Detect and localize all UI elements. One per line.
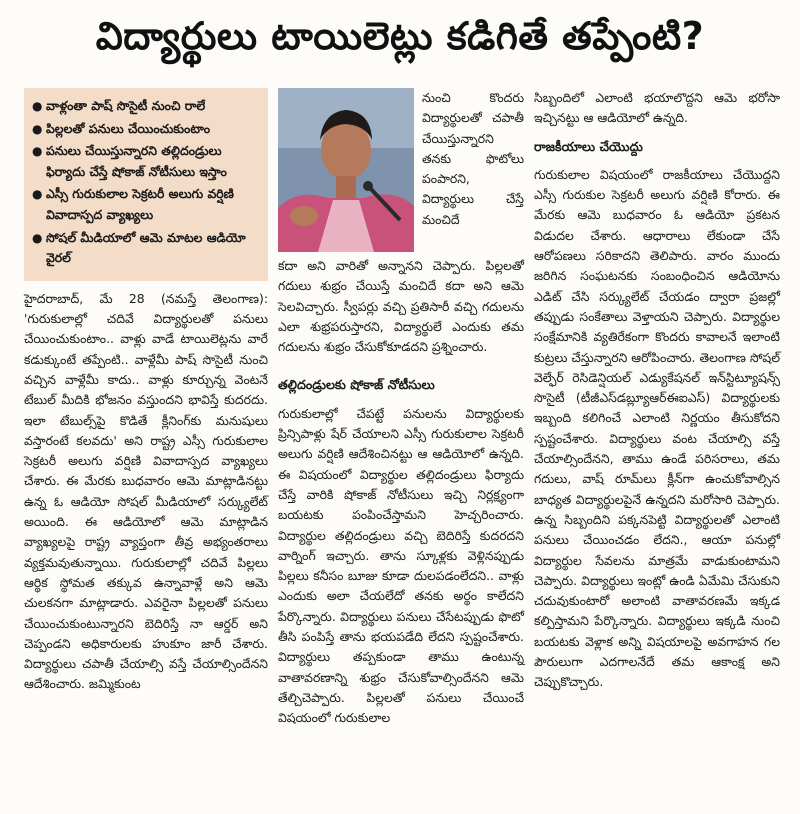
bullet-icon: ● — [32, 121, 43, 136]
photo-block — [278, 88, 524, 252]
column-3 — [534, 88, 780, 693]
article-body-col3-a: సిబ్బందిలో ఎలాంటి భయాలొద్దని ఆమె భరోసా ఇచ్చినట్టు ఆ ఆడియోలో ఉన్నది. — [534, 90, 780, 126]
highlight-item: ● సోషల్ మీడియాలో ఆమె మాటల ఆడియో వైరల్ — [32, 229, 246, 266]
bullet-icon: ● — [32, 144, 43, 159]
article-body-col1: హైదరాబాద్, మే 28 (నమస్తే తెలంగాణ): 'గురుకులాల్లో చదివే విద్యార్థులతో పనులు చేయించుకుంటాం.. వాళ్లు వాడే టాయిలెట్లను వారే కడుక్కుంటే తప్పేంటి.. వాళ్లేమీ పాష్ సొసైటీ నుంచి వచ్చిన వాళ్లేమీ కాదు.. వాళ్లు కూర్చున్న వెంటనే టేబుల్ మీదికి భోజనం వస్తుందని భావిస్తే కుదరదు. ఇలా టేబుల్స్‌పై కొడితే క్లీనింగ్‌కు మనుషులు వస్తారంటే కలవదు' అని రాష్ట్ర ఎస్సీ గురుకులాల సెక్రటరీ అలుగు వర్షిణి వివాదాస్పద వ్యాఖ్యలు చేశారు. ఈ మేరకు బుధవారం ఆమె మాట్లాడినట్టు ఉన్న ఓ ఆడియో సోషల్ మీడియాలో సర్క్యులేట్ అయింది. ఈ ఆడియోలో ఆమె మాట్లాడిన వ్యాఖ్యలపై రాష్ట్ర వ్యాప్తంగా తీవ్ర అభ్యంతరాలు వ్యక్తమవుతున్నాయి. గురుకులాల్లో చదివే పిల్లలు ఆర్థిక స్థోమత తక్కువ ఉన్నావాళ్లే అని ఆమె చులకనగా మాట్లాడారు. ఎవరైనా పిల్లలతో పనులు చేయించుకుంటున్నారని బెదిరిస్తే నా ఆర్డర్ అని చెప్పండని అధికారులకు హుకూం జారీ చేశారు. విద్యార్థులు చపాతీ చేయాల్సి వస్తే చేయాల్సిందేనని ఆదేశించారు. జమ్మికుంట — [24, 290, 268, 692]
subheading-showcause: తల్లిదండ్రులకు షోకాజ్ నోటీసులు — [278, 377, 435, 393]
highlights-box — [24, 88, 268, 281]
headline: విద్యార్థులు టాయిలెట్లు కడిగితే తప్పేంటి? — [95, 14, 705, 58]
column-2 — [278, 88, 524, 729]
highlights-list — [32, 96, 260, 269]
photo-side-text: నుంచి కొందరు విద్యార్థులతో చపాతీ చేయిస్తున్నారని తనకు ఫొటోలు పంపారని, విద్యార్థులు చేస్తే మంచిదే — [422, 90, 524, 227]
bullet-icon: ● — [32, 187, 43, 202]
highlight-item: ● పిల్లలతో పనులు చేయించుకుంటాం — [32, 119, 260, 140]
article-body-col3-b: గురుకులాల విషయంలో రాజకీయాలు చేయొద్దని ఎస్సీ గురుకుల సెక్రటరీ అలుగు వర్షిణి కోరారు. ఈ మేరకు ఆమె బుధవారం ఓ ఆడియో ప్రకటన విడుదల చేశారు. ఆధారాలు లేకుండా చేసే ఆరోపణలు సరికాదని తెలిపారు. వారం ముందు జరిగిన సంఘటనకు సంబంధించిన ఆడియోను ఎడిట్ చేసి సర్క్యులేట్ చేయడం ద్వారా ప్రజల్లో తప్పుడు సంకేతాలు వెళ్తాయని చెప్పారు. విద్యార్థుల సంక్షేమానికి వ్యతిరేకంగా కొందరు కావాలనే ఇలాంటి కుట్రలు చేస్తున్నారని ఆరోపించారు. తెలంగాణ సోషల్ వెల్ఫేర్ రెసిడెన్షియల్ ఎడ్యుకేషనల్ ఇన్‌స్టిట్యూషన్స్ సొసైటీ (టీజీఎస్‌డబ్ల్యూఆర్ఈఐఎస్) విద్యార్థులకు ఇబ్బంది కలిగించే ఎలాంటి నిర్ణయం తీసుకోదని స్పష్టంచేశారు. విద్యార్థులు వంట చేయాల్సి వస్తే చేయాల్సిందేనని, తాము ఉండే పరిసరాలు, తమ గదులు, వాష్ రూమ్‌లు క్లీన్‌గా ఉంచుకోవాల్సిన బాధ్యత విద్యార్థులపైనే ఉన్నదని మరోసారి చెప్పారు. ఉన్న సిబ్బందిని పక్కనపెట్టి విద్యార్థులతో ఎలాంటి పనులు చేయించడం లేదని., ఆయా పనుల్లో విద్యార్థుల సేవలను మాత్రమే వాడుకుంటామని చెప్పారు. విద్యార్థులు ఇంట్లో ఉండి ఏమేమి చేసుకుని చదువుకుంటారో అలాంటి వాతావరణమే ఇక్కడ కల్పిస్తామని పేర్కొన్నారు. విద్యార్థులు ఇక్కడి నుంచి బయటకు వెళ్లాక అన్ని విషయాలపై అవగాహన గల పౌరులుగా ఎదగాలనేదే తమ ఆకాంక్ష అని చెప్పుకొచ్చారు. — [534, 166, 780, 690]
highlight-item: ● పనులు చేయిస్తున్నారని తల్లిదండ్రులు ఫిర్యాదు చేస్తే షోకాజ్ నోటీసులు ఇస్తాం — [32, 143, 227, 179]
bullet-icon: ● — [32, 99, 43, 113]
portrait-illustration — [278, 88, 414, 252]
bullet-icon: ● — [32, 230, 43, 245]
highlight-item: ● ఎస్సీ గురుకులాల సెక్రటరీ అలుగు వర్షిణి వివాదాస్పద వ్యాఖ్యలు — [32, 186, 234, 222]
highlight-item: ● వాళ్లంతా పాష్ సొసైటీ నుంచి రాలే — [32, 96, 260, 117]
subheading-politics: రాజకీయాలు చేయొద్దు — [534, 138, 643, 154]
article-body-col2-b: గురుకులాల్లో చేపట్టే పనులను విద్యార్థులకు ప్రిన్సిపాళ్లు షేర్ చేయాలని ఎస్సీ గురుకులాల సెక్రటరీ అలుగు వర్షిణి ఆదేశించినట్టు ఆ ఆడియోలో ఉన్నది. ఈ విషయంలో విద్యార్థుల తల్లిదండ్రులు ఫిర్యాదు చేస్తే వారికి షోకాజ్ నోటీసులు ఇచ్చి నిర్లక్ష్యంగా బయటకు పంపించేస్తామని హెచ్చరించారు. విద్యార్థుల తల్లిదండ్రులు వచ్చి బెదిరిస్తే కుదరదని వార్నింగ్ ఇచ్చారు. తాను స్కూళ్లకు వెళ్లినప్పుడు పిల్లలు కనీసం బూజు కూడా దులపడంలేదని.. వాళ్లు ఎందుకు అలా చేయలేదో తనకు అర్థం కాలేదని పేర్కొన్నారు. విద్యార్థులు పనులు చేసేటప్పుడు ఫొటో తీసి పంపిస్తే తాను భయపడేది లేదని స్పష్టంచేశారు. విద్యార్థులు తప్పకుండా తాము ఉంటున్న వాతావరణాన్ని శుభ్రం చేసుకోవాల్సిందేనని ఆమె తేల్చిచెప్పారు. పిల్లలతో పనులు చేయించే విషయంలో గురుకులాల — [278, 405, 524, 726]
speaker-photo — [278, 88, 414, 252]
column-1 — [24, 88, 268, 695]
article-body-col2-a: కదా అని వారితో అన్నానని చెప్పారు. పిల్లలతో గదులు శుభ్రం చేయిస్తే మంచిదే కదా అని ఆమె సెలవిచ్చారు. స్వీపర్లు వచ్చి ప్రతిసారీ వచ్చి గదులను ఎలా శుభ్రపరుస్తారని, విద్యార్థులే ఎందుకు తమ గదులను శుభ్రం చేసుకోకూడదని ప్రశ్నించారు. — [278, 258, 524, 355]
